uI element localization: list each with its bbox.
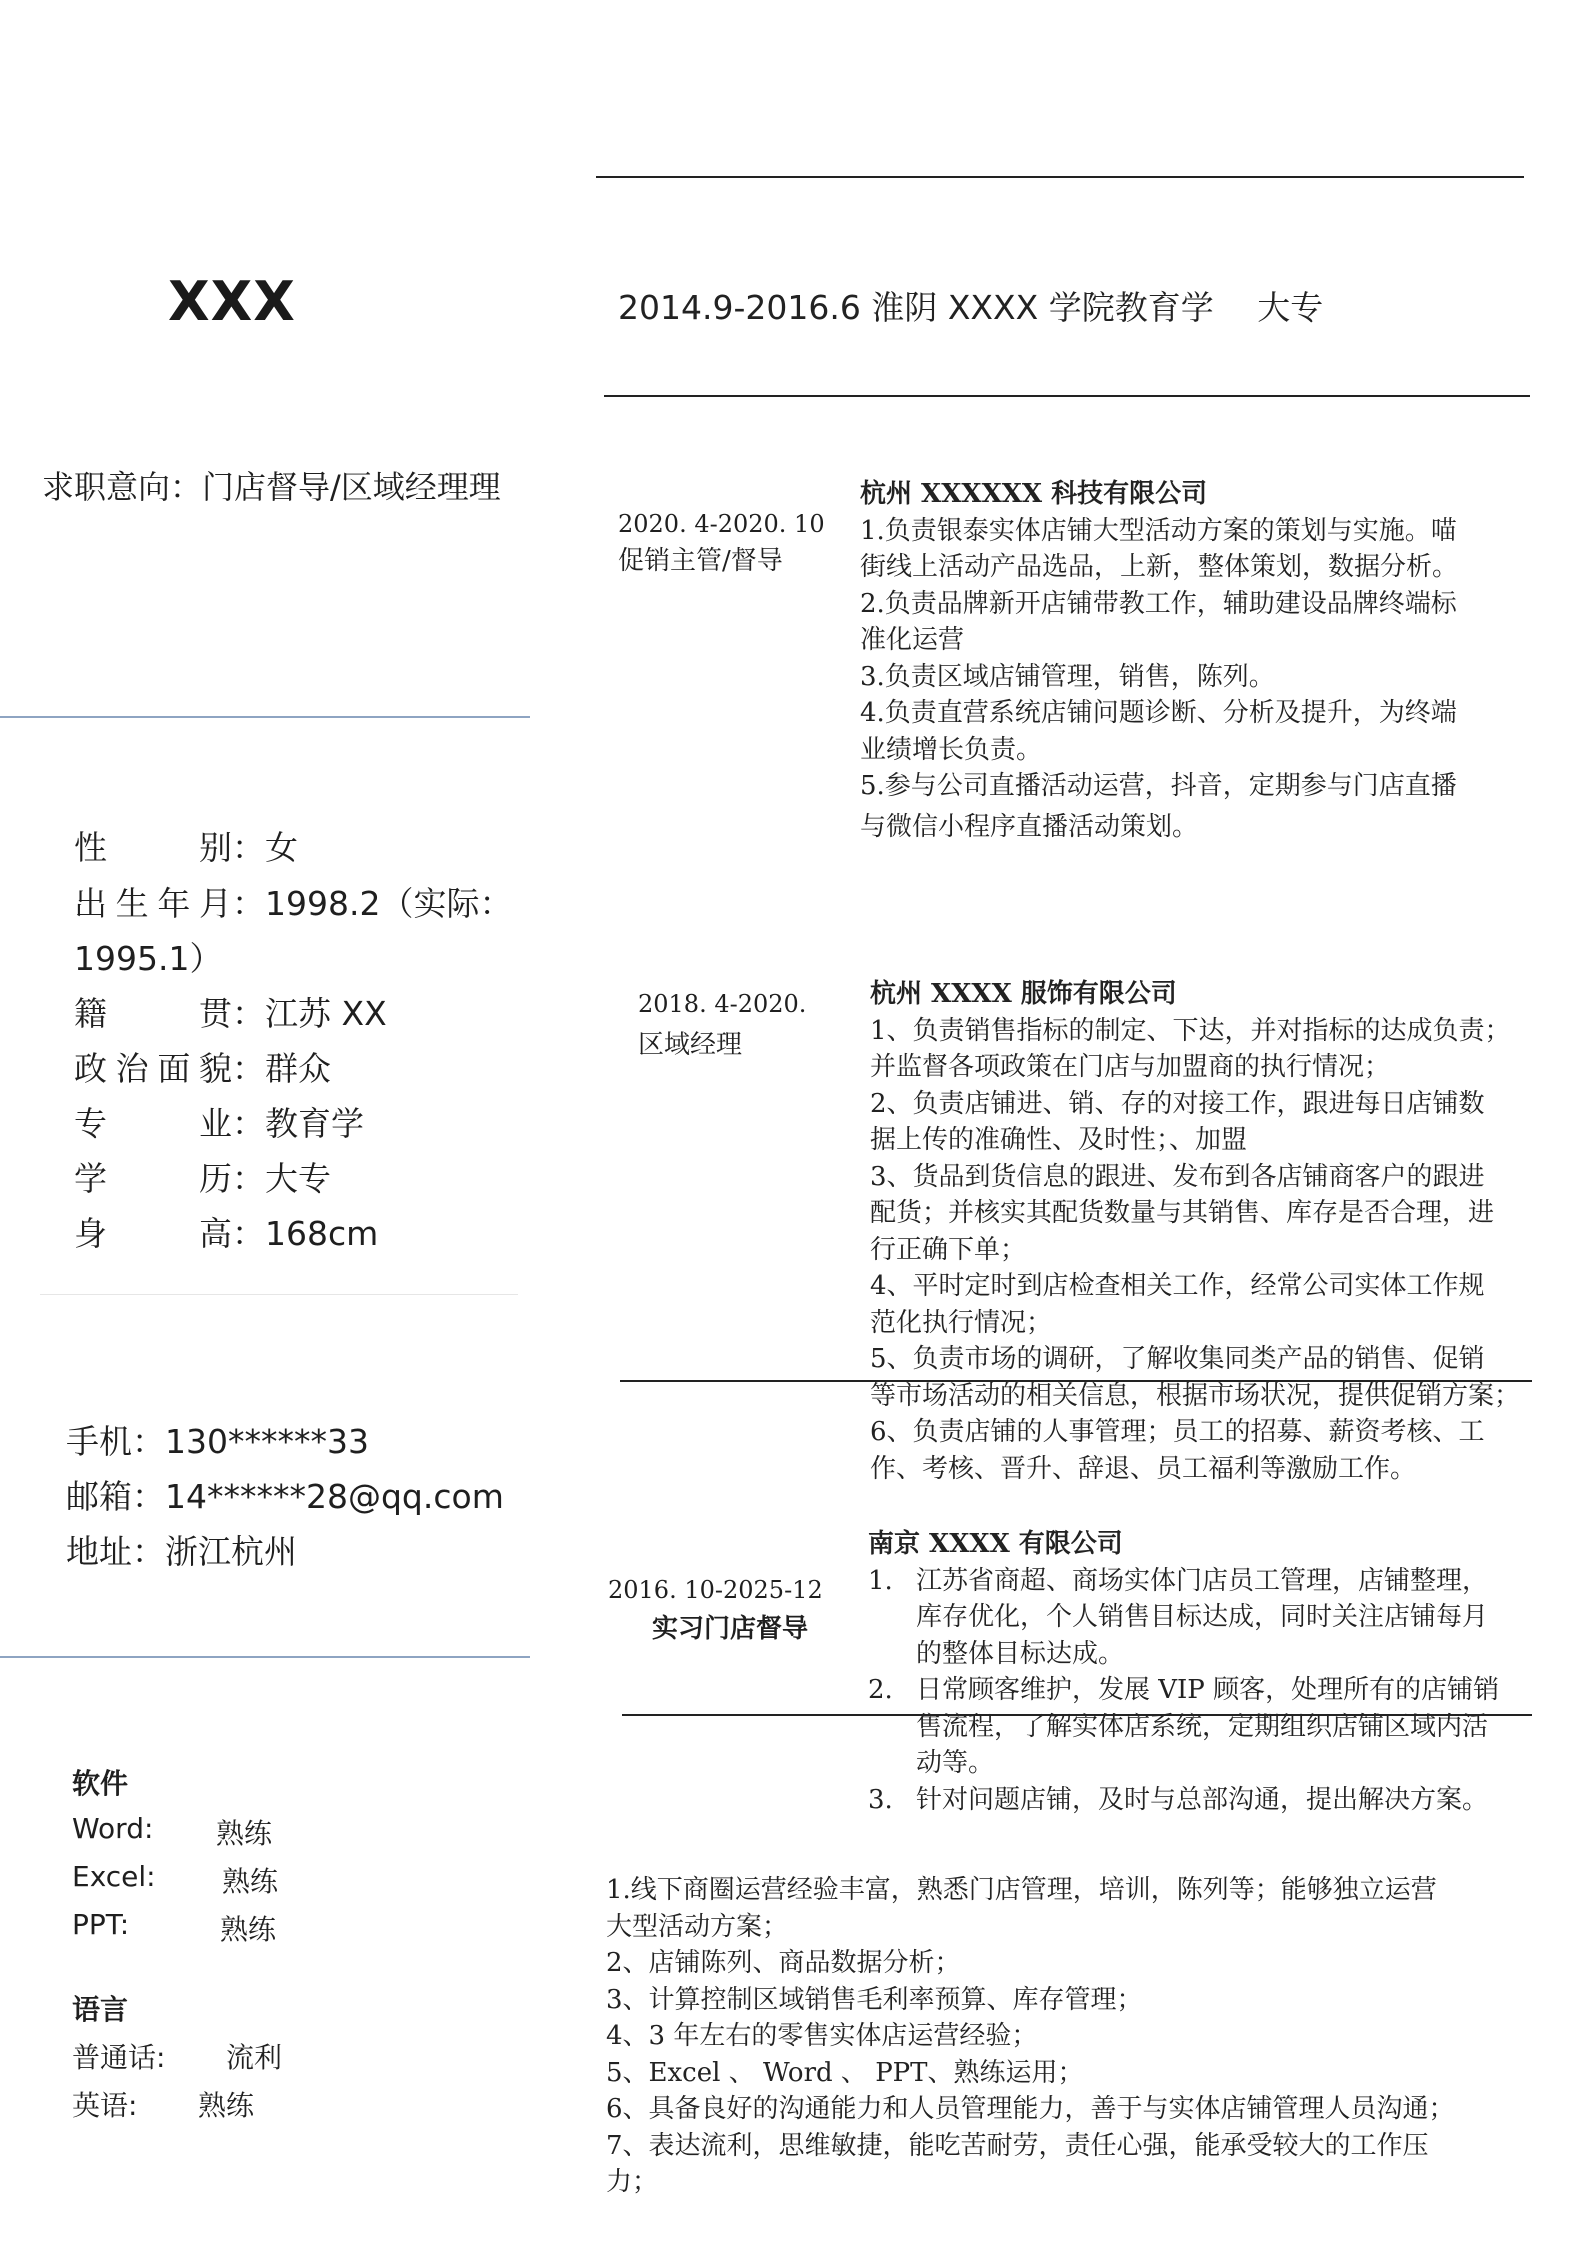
info-gender: 性 别：女: [74, 826, 298, 870]
divider-left-faint: [40, 1294, 518, 1295]
contact-phone: 手机：130******33: [66, 1422, 369, 1461]
info-birth: 出生年月：1998.2（实际：: [74, 882, 512, 926]
info-label: 性 别: [74, 828, 232, 867]
exp-line: 准化运营: [860, 625, 965, 655]
exp-line: 1、负责销售指标的制定、下达，并对指标的达成负责；: [870, 1015, 1511, 1046]
skill-level: 熟练: [220, 1913, 277, 1946]
exp-item: [868, 1672, 1548, 1782]
language-heading: 语言: [72, 1993, 129, 2026]
summary-line: 1.线下商圈运营经验丰富，熟悉门店管理，培训，陈列等；能够独立运营: [606, 1875, 1437, 1905]
summary-line: 力；: [606, 2167, 659, 2197]
info-label: 身 高: [74, 1214, 232, 1253]
info-value: 群众: [265, 1049, 331, 1088]
exp-line: 5.参与公司直播活动运营，抖音，定期参与门店直播: [860, 771, 1457, 801]
info-value: 江苏 XX: [265, 994, 387, 1033]
info-label: 出生年月: [74, 884, 232, 923]
skill-name: PPT:: [72, 1908, 130, 1941]
info-political: 政治面貌：群众: [74, 1047, 331, 1091]
contact-address: 地址：浙江杭州: [66, 1532, 297, 1571]
summary-line: 4、3 年左右的零售实体店运营经验；: [606, 2021, 1038, 2051]
divider-exp2: [620, 1380, 1532, 1382]
self-summary: [606, 1872, 1526, 2201]
info-value: 1998.2（实际：: [265, 884, 513, 923]
exp-line: 5、负责市场的调研，了解收集同类产品的销售、促销: [870, 1344, 1485, 1374]
exp-company: 杭州 XXXX 服饰有限公司: [870, 979, 1177, 1009]
exp-line: 等市场活动的相关信息，根据市场状况，提供促销方案；: [870, 1380, 1521, 1411]
exp-line: 范化执行情况；: [870, 1307, 1053, 1338]
lang-name: 英语:: [72, 2089, 138, 2122]
skill-excel: [72, 1860, 279, 1898]
exp-company: 南京 XXXX 有限公司: [868, 1529, 1123, 1559]
skill-level: 熟练: [216, 1817, 273, 1850]
summary-line: 3、计算控制区域销售毛利率预算、库存管理；: [606, 1984, 1143, 2015]
education-entry: 2014.9-2016.6 淮阴 XXXX 学院教育学 大专: [618, 288, 1324, 327]
exp-line: 2.负责品牌新开店铺带教工作，辅助建设品牌终端标: [860, 588, 1457, 619]
skill-ppt: [72, 1908, 277, 1946]
info-value: 168cm: [265, 1214, 379, 1253]
exp-line: 的整体目标达成。: [916, 1638, 1125, 1669]
exp-line: 业绩增长负责。: [860, 734, 1043, 765]
info-degree: 学 历：大专: [74, 1157, 331, 1201]
exp-line: 据上传的准确性、及时性；、加盟: [870, 1125, 1248, 1155]
info-major: 专 业：教育学: [74, 1102, 364, 1146]
exp-line: 4、平时定时到店检查相关工作，经常公司实体工作规: [870, 1271, 1485, 1301]
lang-mandarin: [72, 2036, 283, 2076]
job-intent: 求职意向：门店督导/区域经理理: [42, 468, 501, 506]
summary-line: 大型活动方案；: [606, 1911, 789, 1942]
exp-body: [860, 476, 1540, 845]
exp-line: 6、负责店铺的人事管理；员工的招募、薪资考核、工: [870, 1417, 1485, 1447]
divider-top: [596, 176, 1524, 178]
exp-role: 区域经理: [638, 1030, 743, 1060]
exp-line: 江苏省商超、商场实体门店员工管理，店铺整理，: [916, 1565, 1489, 1596]
exp-date: 2016. 10-2025-12: [608, 1576, 823, 1604]
exp-item-list: [868, 1563, 1548, 1819]
exp-line: 库存优化，个人销售目标达成，同时关注店铺每月: [916, 1602, 1489, 1632]
lang-level: 流利: [226, 2041, 283, 2074]
skill-name: Word:: [72, 1812, 154, 1845]
candidate-name: XXX: [168, 270, 296, 333]
info-label: 政治面貌: [74, 1049, 232, 1088]
software-heading: 软件: [72, 1767, 129, 1800]
info-height: 身 高：168cm: [74, 1212, 378, 1256]
summary-line: 2、店铺陈列、商品数据分析；: [606, 1948, 961, 1978]
skill-name: Excel:: [72, 1860, 156, 1893]
exp-body: [870, 976, 1550, 1487]
exp-item: [868, 1782, 1548, 1819]
lang-english: [72, 2084, 255, 2124]
exp-line: 2、负责店铺进、销、存的对接工作，跟进每日店铺数: [870, 1088, 1485, 1119]
exp-line: 并监督各项政策在门店与加盟商的执行情况；: [870, 1052, 1391, 1082]
exp-body: [868, 1526, 1548, 1818]
exp-line: 与微信小程序直播活动策划。: [860, 811, 1199, 842]
exp-line: 配货；并核实其配货数量与其销售、库存是否合理，进: [870, 1198, 1495, 1228]
exp-line: 4.负责直营系统店铺问题诊断、分析及提升，为终端: [860, 698, 1457, 728]
exp-line: 街线上活动产品选品，上新，整体策划，数据分析。: [860, 552, 1459, 582]
exp-date: 2018. 4-2020.: [638, 990, 807, 1018]
info-label: 学 历: [74, 1159, 232, 1198]
exp-item-number: 2.: [868, 1675, 893, 1705]
divider-exp3: [622, 1714, 1532, 1716]
lang-level: 熟练: [198, 2089, 255, 2122]
exp-line: 3.负责区域店铺管理，销售，陈列。: [860, 661, 1275, 692]
info-label: 籍 贯: [74, 994, 232, 1033]
divider-left-2: [0, 1656, 530, 1658]
exp-line: 作、考核、晋升、辞退、员工福利等激励工作。: [870, 1453, 1417, 1484]
info-label: 专 业: [74, 1104, 232, 1143]
exp-line: 3、货品到货信息的跟进、发布到各店铺商客户的跟进: [870, 1161, 1485, 1192]
exp-line: 日常顾客维护，发展 VIP 顾客，处理所有的店铺销: [916, 1675, 1500, 1705]
exp-date: 2020. 4-2020. 10: [618, 510, 825, 538]
summary-line: 7、表达流利，思维敏捷，能吃苦耐劳，责任心强，能承受较大的工作压: [606, 2130, 1429, 2161]
info-value: 大专: [265, 1159, 331, 1198]
exp-line: 行正确下单；: [870, 1234, 1027, 1265]
exp-role: 促销主管/督导: [618, 546, 783, 576]
skill-word: [72, 1812, 273, 1850]
info-hometown: 籍 贯：江苏 XX: [74, 992, 387, 1036]
exp-line: 1.负责银泰实体店铺大型活动方案的策划与实施。喵: [860, 515, 1457, 546]
exp-role: 实习门店督导: [652, 1614, 809, 1644]
exp-line: 针对问题店铺，及时与总部沟通，提出解决方案。: [916, 1784, 1489, 1815]
exp-line: 动等。: [916, 1748, 995, 1778]
exp-company: 杭州 XXXXXX 科技有限公司: [860, 479, 1208, 509]
info-value: 教育学: [265, 1104, 364, 1143]
divider-education: [604, 395, 1530, 397]
skill-level: 熟练: [222, 1865, 279, 1898]
lang-name: 普通话:: [72, 2041, 166, 2074]
info-value: 女: [265, 828, 298, 867]
exp-item-number: 3.: [868, 1784, 893, 1815]
divider-left-1: [0, 716, 530, 718]
exp-line: 售流程，了解实体店系统，定期组织店铺区域内活: [916, 1711, 1489, 1742]
summary-line: 6、具备良好的沟通能力和人员管理能力，善于与实体店铺管理人员沟通；: [606, 2094, 1455, 2124]
summary-line: 5、Excel 、 Word 、 PPT、熟练运用；: [606, 2057, 1084, 2088]
exp-item-number: 1.: [868, 1565, 893, 1596]
contact-email: 邮箱：14******28@qq.com: [66, 1477, 504, 1516]
info-birth-cont: 1995.1）: [74, 939, 223, 978]
exp-item: [868, 1563, 1548, 1673]
